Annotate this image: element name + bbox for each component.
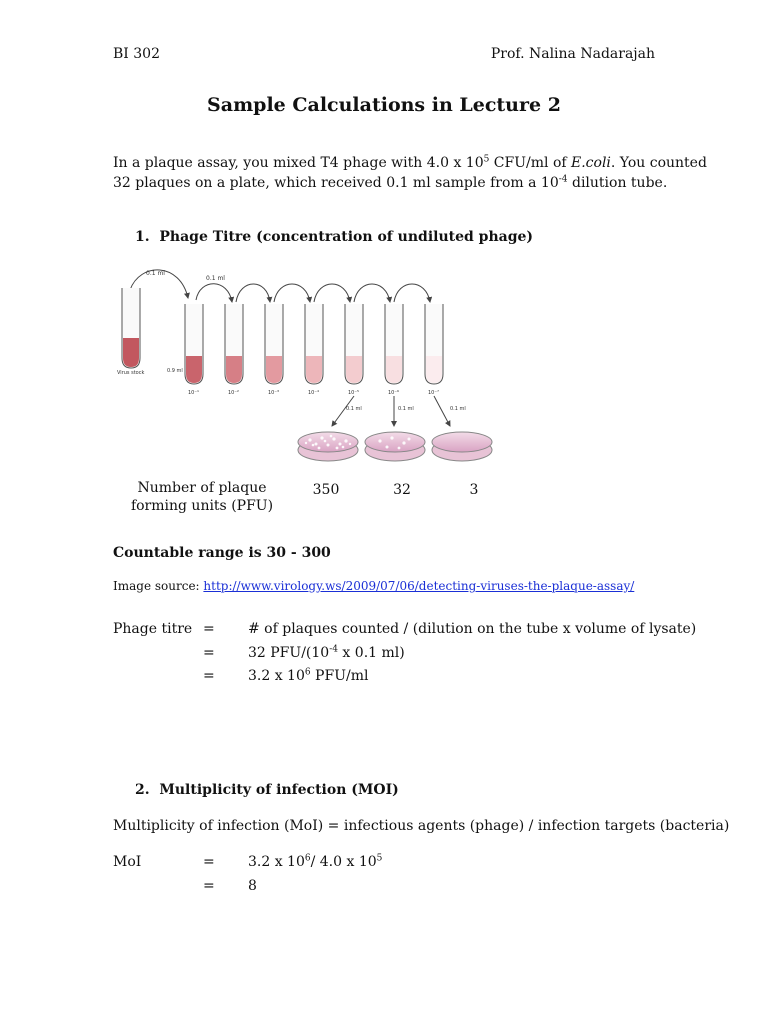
tube-4	[305, 304, 323, 384]
virus-stock-tube	[122, 288, 140, 368]
image-source-link[interactable]: http://www.virology.ws/2009/07/06/detecting-viruses-the-plaque-assay/	[203, 579, 635, 593]
course-code: BI 302	[113, 46, 160, 62]
moi-line-1: 3.2 x $10^6/$ 4.0 x $10^5$	[248, 853, 383, 870]
moi-result: 8	[248, 878, 257, 894]
pfu-row-label	[128, 479, 276, 515]
intro-line-1: In a plaque assay, you mixed T4 phage with 4.0 x $10^5$ CFU/ml of E.coli. You counted	[113, 154, 707, 171]
petri-plate-2	[365, 432, 425, 461]
dilution-label-6: 10⁻⁶	[388, 390, 400, 396]
stock-label: Virus stock	[117, 370, 145, 376]
serial-dilution-figure	[110, 262, 510, 468]
moi-eq-2: =	[203, 878, 215, 894]
plate-transfer-label-2: 0.1 ml	[398, 406, 414, 412]
titre-label: Phage titre	[113, 621, 193, 637]
dilution-label-7: 10⁻⁷	[428, 390, 440, 396]
tube-6	[385, 304, 403, 384]
image-source-prefix: Image source:	[113, 579, 204, 593]
author-name: Prof. Nalina Nadarajah	[490, 46, 655, 62]
titre-eq-2: =	[203, 645, 215, 661]
moi-eq-1: =	[203, 854, 215, 870]
plate-transfer-label-1: 0.1 ml	[346, 406, 362, 412]
transfer-label-mid: 0.1 ml	[206, 275, 225, 282]
dilution-tubes	[185, 304, 443, 384]
petri-plate-1	[298, 432, 358, 461]
moi-label: MoI	[113, 854, 142, 870]
titre-line-3: 3.2 x $10^6$ PFU/ml	[248, 667, 369, 684]
tube-3	[265, 304, 283, 384]
countable-range: Countable range is 30 - 300	[113, 545, 331, 561]
titre-line-2: 32 PFU/($10^{-4}$ x 0.1 ml)	[248, 644, 405, 661]
dilution-label-4: 10⁻⁴	[308, 390, 320, 396]
pfu-count-2: 32	[393, 482, 411, 498]
intro-paragraph	[113, 153, 707, 193]
moi-definition: Multiplicity of infection (MoI) = infectious agents (phage) / infection targets (bacteria)	[113, 818, 730, 834]
tube-7	[425, 304, 443, 384]
page-title: Sample Calculations in Lecture 2	[207, 94, 561, 116]
dilution-label-3: 10⁻³	[268, 390, 280, 396]
plate-transfer-label-3: 0.1 ml	[450, 406, 466, 412]
pfu-label-line-1: Number of plaque	[137, 480, 267, 496]
dilution-label-2: 10⁻²	[228, 390, 240, 396]
intro-line-2: 32 plaques on a plate, which received 0.1 ml sample from a $10^{-4}$ dilution tube.	[113, 174, 668, 191]
transfer-label-top: 0.1 ml	[146, 270, 165, 277]
tube-2	[225, 304, 243, 384]
tube-5	[345, 304, 363, 384]
petri-plate-3	[432, 432, 492, 461]
section-1-heading: 1. Phage Titre (concentration of undiluted phage)	[135, 229, 534, 245]
dilution-label-5: 10⁻⁵	[348, 390, 360, 396]
titre-eq-1: =	[203, 621, 215, 637]
diluent-label: 0.9 ml	[167, 368, 183, 374]
titre-line-1: # of plaques counted / (dilution on the tube x volume of lysate)	[248, 621, 697, 637]
pfu-count-1: 350	[312, 482, 340, 498]
image-source	[113, 579, 634, 593]
section-2-heading: 2. Multiplicity of infection (MOI)	[135, 782, 399, 798]
pfu-count-3: 3	[469, 482, 479, 498]
tube-1	[185, 304, 203, 384]
titre-eq-3: =	[203, 668, 215, 684]
dilution-label-1: 10⁻¹	[188, 390, 200, 396]
pfu-label-line-2: forming units (PFU)	[130, 498, 274, 514]
